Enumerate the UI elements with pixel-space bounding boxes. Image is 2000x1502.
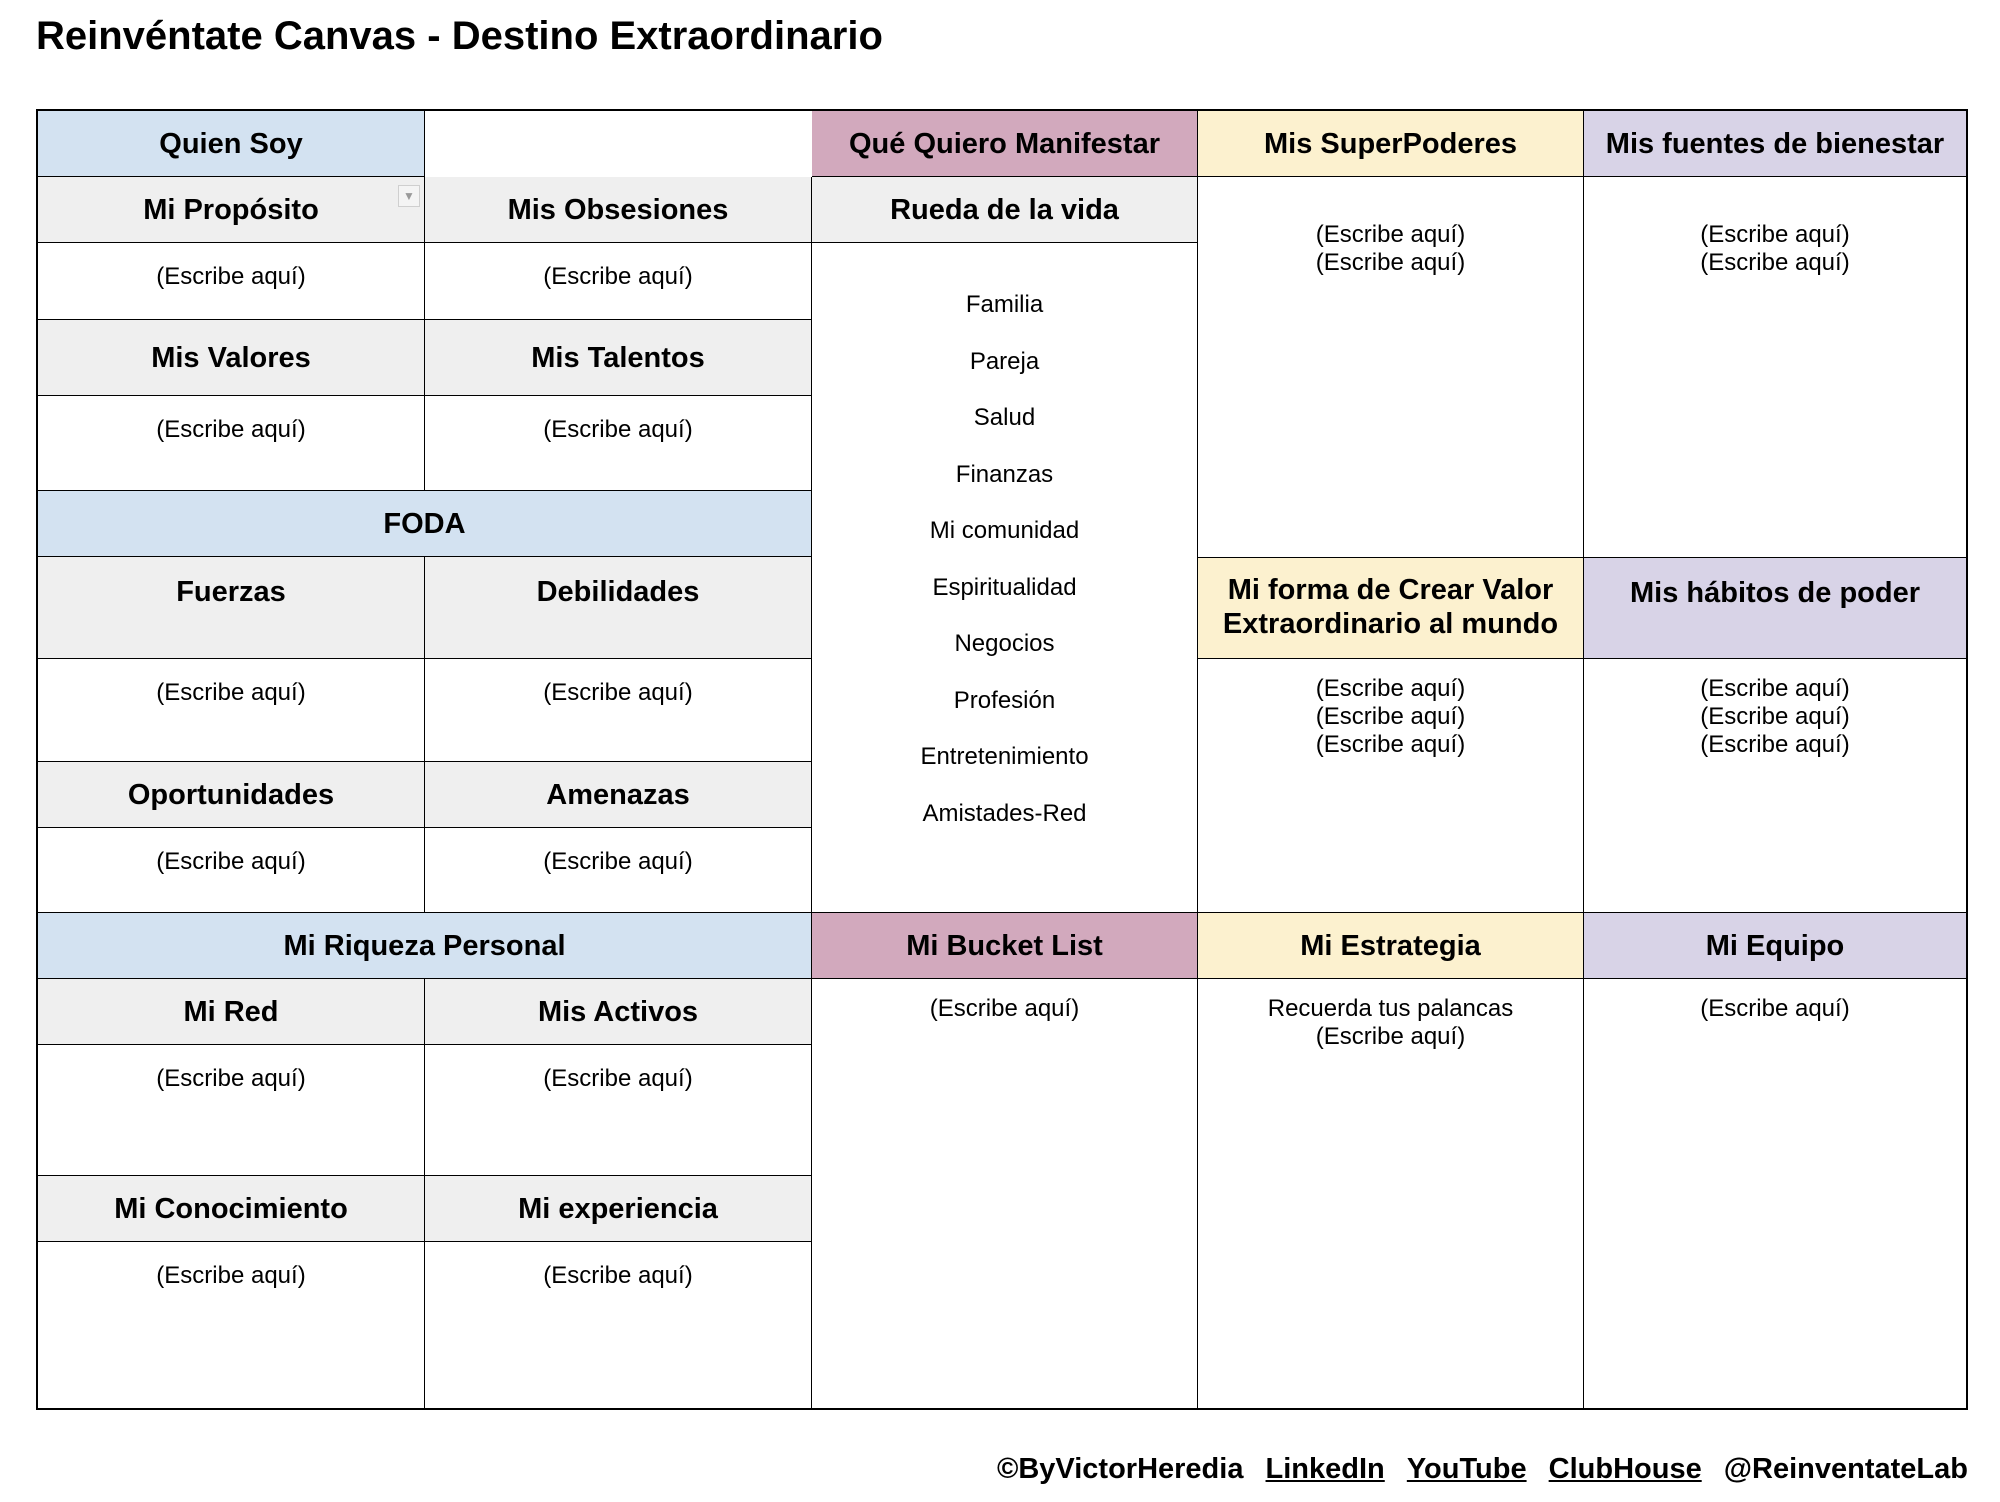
mi-experiencia-field[interactable]: (Escribe aquí) <box>425 1242 812 1410</box>
wheel-item-pareja[interactable]: Pareja <box>969 347 1040 375</box>
byline: ©ByVictorHeredia <box>996 1453 1244 1485</box>
rueda-de-la-vida-header: Rueda de la vida <box>812 177 1198 243</box>
dropdown-arrow-icon[interactable]: ▼ <box>398 185 420 207</box>
page-title: Reinvéntate Canvas - Destino Extraordinario <box>36 14 883 58</box>
mi-estrategia-field[interactable]: Recuerda tus palancas (Escribe aquí) <box>1198 979 1584 1410</box>
mis-talentos-field[interactable]: (Escribe aquí) <box>425 396 812 491</box>
mi-experiencia-header: Mi experiencia <box>425 1176 812 1242</box>
reinventatelab-handle: @ReinventateLab <box>1723 1453 1968 1485</box>
mis-fuentes-bienestar-header: Mis fuentes de bienestar <box>1584 111 1966 177</box>
mi-red-field[interactable]: (Escribe aquí) <box>38 1045 425 1176</box>
mi-equipo-header: Mi Equipo <box>1584 913 1966 979</box>
mi-conocimiento-field[interactable]: (Escribe aquí) <box>38 1242 425 1410</box>
amenazas-header: Amenazas <box>425 762 812 828</box>
mis-superpoderes-header: Mis SuperPoderes <box>1198 111 1584 177</box>
mi-estrategia-header: Mi Estrategia <box>1198 913 1584 979</box>
mi-proposito-field[interactable]: (Escribe aquí) <box>38 243 425 320</box>
fuerzas-field[interactable]: (Escribe aquí) <box>38 659 425 762</box>
clubhouse-link[interactable]: ClubHouse <box>1548 1453 1702 1485</box>
mis-superpoderes-field[interactable]: (Escribe aquí) (Escribe aquí) <box>1198 177 1584 558</box>
debilidades-header: Debilidades <box>425 557 812 659</box>
mis-activos-field[interactable]: (Escribe aquí) <box>425 1045 812 1176</box>
amenazas-field[interactable]: (Escribe aquí) <box>425 828 812 913</box>
mi-riqueza-header: Mi Riqueza Personal <box>38 913 812 979</box>
mis-valores-header: Mis Valores <box>38 320 425 396</box>
mi-conocimiento-header: Mi Conocimiento <box>38 1176 425 1242</box>
mi-red-header: Mi Red <box>38 979 425 1045</box>
oportunidades-field[interactable]: (Escribe aquí) <box>38 828 425 913</box>
debilidades-field[interactable]: (Escribe aquí) <box>425 659 812 762</box>
mi-forma-crear-valor-header: Mi forma de Crear Valor Extraordinario al mundo <box>1198 558 1584 659</box>
oportunidades-header: Oportunidades <box>38 762 425 828</box>
fuerzas-header: Fuerzas <box>38 557 425 659</box>
mi-proposito-label: Mi Propósito <box>143 193 319 226</box>
mis-habitos-poder-field[interactable]: (Escribe aquí) (Escribe aquí) (Escribe aquí) <box>1584 659 1966 913</box>
mis-obsesiones-header: Mis Obsesiones <box>425 177 812 243</box>
wheel-item-finanzas[interactable]: Finanzas <box>955 460 1054 488</box>
mis-fuentes-bienestar-field[interactable]: (Escribe aquí) (Escribe aquí) <box>1584 177 1966 558</box>
wheel-item-entretenimiento[interactable]: Entretenimiento <box>920 743 1089 770</box>
youtube-link[interactable]: YouTube <box>1406 1453 1527 1485</box>
wheel-item-salud[interactable]: Salud <box>973 404 1036 431</box>
rueda-de-la-vida-list <box>812 243 1198 913</box>
foda-header: FODA <box>38 491 812 557</box>
mi-bucket-list-field[interactable]: (Escribe aquí) <box>812 979 1198 1410</box>
mis-talentos-header: Mis Talentos <box>425 320 812 396</box>
linkedin-link[interactable]: LinkedIn <box>1265 1453 1385 1485</box>
mis-habitos-poder-header: Mis hábitos de poder <box>1584 558 1966 659</box>
wheel-item-mi-comunidad[interactable]: Mi comunidad <box>929 517 1080 544</box>
wheel-item-amistades-red[interactable]: Amistades-Red <box>922 799 1087 827</box>
quien-soy-header: Quien Soy <box>38 111 425 177</box>
canvas-grid <box>36 109 1968 1410</box>
wheel-item-familia[interactable]: Familia <box>965 291 1044 318</box>
que-quiero-manifestar-header: Qué Quiero Manifestar <box>812 111 1198 177</box>
wheel-item-negocios[interactable]: Negocios <box>954 630 1055 657</box>
mi-bucket-list-header: Mi Bucket List <box>812 913 1198 979</box>
footer-credits <box>997 1452 1968 1486</box>
mis-obsesiones-field[interactable]: (Escribe aquí) <box>425 243 812 320</box>
mi-equipo-field[interactable]: (Escribe aquí) <box>1700 995 1850 1022</box>
palancas-hint: Recuerda tus palancas <box>1267 995 1514 1022</box>
mis-activos-header: Mis Activos <box>425 979 812 1045</box>
mis-valores-field[interactable]: (Escribe aquí) <box>38 396 425 491</box>
mi-proposito-header[interactable] <box>38 177 425 243</box>
mi-forma-crear-valor-field[interactable]: (Escribe aquí) (Escribe aquí) (Escribe aquí) <box>1198 659 1584 913</box>
wheel-item-espiritualidad[interactable]: Espiritualidad <box>932 573 1077 601</box>
wheel-item-profesion[interactable]: Profesión <box>953 686 1056 714</box>
